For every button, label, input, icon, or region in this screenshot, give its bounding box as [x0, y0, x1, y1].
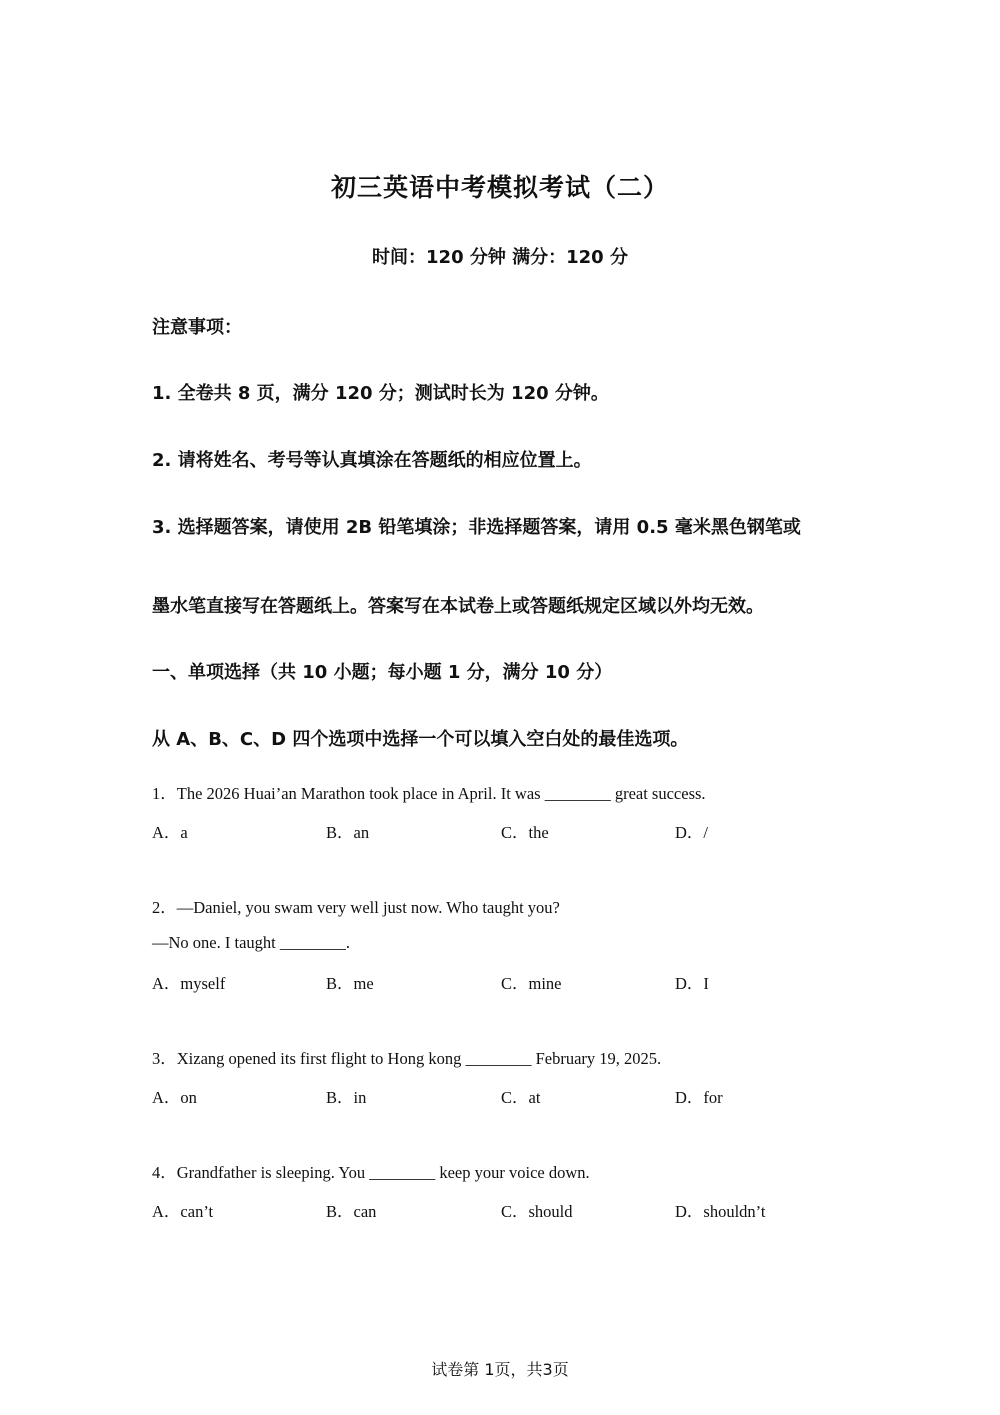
notice-item-1: 1. 全卷共 8 页，满分 120 分；测试时长为 120 分钟。	[152, 383, 609, 404]
question-1-stem: 1．The 2026 Huai’an Marathon took place in April. It was ________ great success.	[152, 784, 706, 803]
exam-time-score: 时间：120 分钟 满分：120 分	[372, 247, 628, 268]
question-3-option-d: D．for	[675, 1088, 723, 1107]
question-4-stem: 4．Grandfather is sleeping. You ________ keep your voice down.	[152, 1163, 590, 1182]
notice-item-3: 3. 选择题答案，请使用 2B 铅笔填涂；非选择题答案，请用 0.5 毫米黑色钢笔或	[152, 517, 801, 538]
question-3-options	[152, 1084, 852, 1108]
question-2-stem-reply: —No one. I taught ________.	[152, 933, 350, 952]
question-3-option-a: A．on	[152, 1088, 197, 1107]
question-4-option-d: D．shouldn’t	[675, 1202, 766, 1221]
page-number: 试卷第 1页，共3页	[431, 1360, 569, 1379]
question-4-option-a: A．can’t	[152, 1202, 214, 1221]
notice-item-3-continued: 墨水笔直接写在答题纸上。答案写在本试卷上或答题纸规定区域以外均无效。	[152, 596, 764, 617]
question-1-option-a: A．a	[152, 823, 188, 842]
question-4-option-b: B．can	[326, 1202, 377, 1221]
question-2-option-c: C．mine	[501, 974, 562, 993]
question-3-stem: 3．Xizang opened its first flight to Hong kong ________ February 19, 2025.	[152, 1049, 662, 1068]
question-2-option-d: D．I	[675, 974, 709, 993]
question-2-option-b: B．me	[326, 974, 374, 993]
section-heading: 一、单项选择（共 10 小题；每小题 1 分，满分 10 分）	[152, 662, 613, 683]
section-instruction: 从 A、B、C、D 四个选项中选择一个可以填入空白处的最佳选项。	[152, 729, 689, 750]
notice-heading: 注意事项：	[152, 317, 242, 338]
question-1-option-c: C．the	[501, 823, 549, 842]
question-3-option-b: B．in	[326, 1088, 367, 1107]
question-1-options	[152, 819, 852, 843]
question-1-option-d: D．/	[675, 823, 708, 842]
question-2-options	[152, 970, 852, 994]
question-3-option-c: C．at	[501, 1088, 541, 1107]
question-4-options	[152, 1198, 852, 1222]
question-1-option-b: B．an	[326, 823, 370, 842]
question-2-stem: 2．—Daniel, you swam very well just now. Who taught you?	[152, 898, 560, 917]
notice-item-2: 2. 请将姓名、考号等认真填涂在答题纸的相应位置上。	[152, 450, 592, 471]
question-2-option-a: A．myself	[152, 974, 226, 993]
exam-title: 初三英语中考模拟考试（二）	[330, 173, 669, 202]
question-4-option-c: C．should	[501, 1202, 573, 1221]
